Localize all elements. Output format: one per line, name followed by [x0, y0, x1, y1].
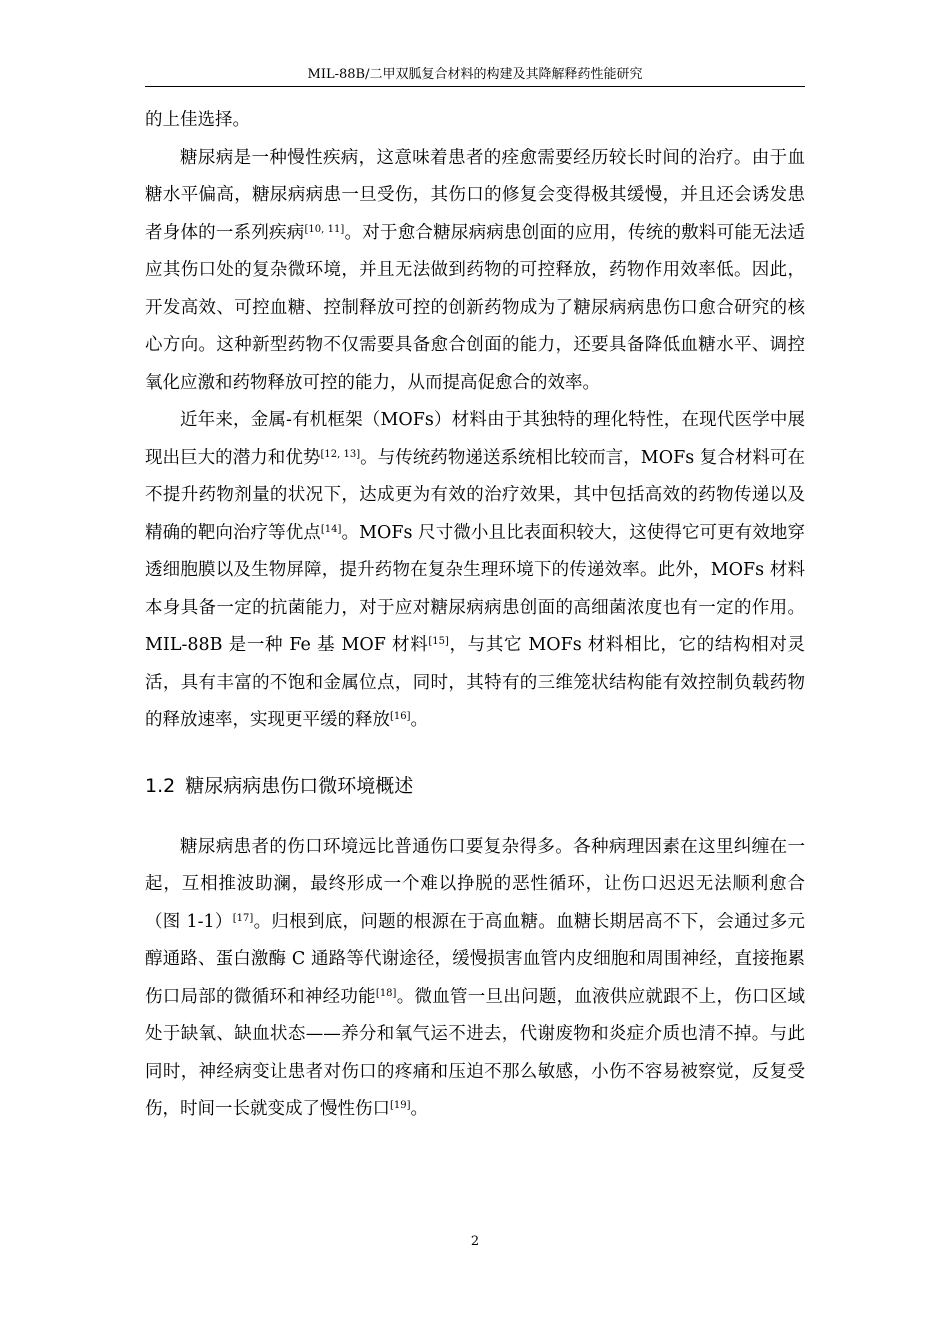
running-header: MIL-88B/二甲双胍复合材料的构建及其降解释药性能研究 — [145, 64, 805, 87]
paragraph-continuation: 的上佳选择。 — [145, 110, 250, 130]
citation: [12, 13] — [320, 448, 361, 460]
citation: [15] — [428, 636, 449, 647]
citation: [16] — [390, 711, 411, 722]
citation: [14] — [320, 523, 342, 535]
citation: [10, 11] — [304, 223, 345, 235]
section-heading — [145, 771, 805, 801]
section-number: 1.2 — [145, 774, 176, 797]
page-body — [145, 102, 805, 1129]
page-number: 2 — [470, 1234, 480, 1249]
paragraph-wound-environment: 糖尿病患者的伤口环境远比普通伤口要复杂得多。各种病理因素在这里纠缠在一起，互相推波助澜，最终形成一个难以挣脱的恶性循环，让伤口迟迟无法顺利愈合（图 1-1）[17]。归根到底，问题的根源在于高血糖。血糖长期居高不下，会通过多元醇通路、蛋白激酶 C 通路等代谢途径，缓慢损害血管内皮细胞和周围神经，直接拖累伤口局部的微循环和神经功能[18]。微血管一旦出问题，血液供应就跟不上，伤口区域处于缺氧、缺血状态——养分和氧气运不进去，代谢废物和炎症介质也清不掉。与此同时，神经病变让患者对伤口的疼痛和压迫不那么敏感，小伤不容易被察觉，反复受伤，时间一长就变成了慢性伤口[19]。 — [145, 836, 806, 1119]
citation: [18] — [375, 987, 397, 999]
paragraph-diabetes-treatment: 糖尿病是一种慢性疾病，这意味着患者的痊愈需要经历较长时间的治疗。由于血糖水平偏高，糖尿病病患一旦受伤，其伤口的修复会变得极其缓慢，并且还会诱发患者身体的一系列疾病[10, 11]。对于愈合糖尿病病患创面的应用，传统的敷料可能无法适应其伤口处的复杂微环境，并且无法做到药物的可控释放，药物作用效率低。因此，开发高效、可控血糖、控制释放可控的创新药物成为了糖尿病病患伤口愈合研究的核心方向。这种新型药物不仅需要具备愈合创面的能力，还要具备降低血糖水平、调控氧化应激和药物释放可控的能力，从而提高促愈合的效率。 — [145, 147, 806, 393]
citation: [17] — [232, 912, 254, 924]
section-title: 糖尿病病患伤口微环境概述 — [185, 774, 414, 797]
paragraph-mofs: 近年来，金属-有机框架（MOFs）材料由于其独特的理化特性，在现代医学中展现出巨大的潜力和优势[12, 13]。与传统药物递送系统相比较而言，MOFs 复合材料可在不提升药物剂量的状况下，达成更为有效的治疗效果，其中包括高效的药物传递以及精确的靶向治疗等优点[14]。MOFs 尺寸微小且比表面积较大，这使得它可更有效地穿透细胞膜以及生物屏障，提升药物在复杂生理环境下的传递效率。此外，MOFs 材料本身具备一定的抗菌能力，对于应对糖尿病病患创面的高细菌浓度也有一定的作用。MIL-88B 是一种 Fe 基 MOF 材料[15]，与其它 MOFs 材料相比，它的结构相对灵活，具有丰富的不饱和金属位点，同时，其特有的三维笼状结构能有效控制负载药物的释放速率，实现更平缓的释放[16]。 — [145, 410, 806, 730]
citation: [19] — [390, 1100, 411, 1111]
